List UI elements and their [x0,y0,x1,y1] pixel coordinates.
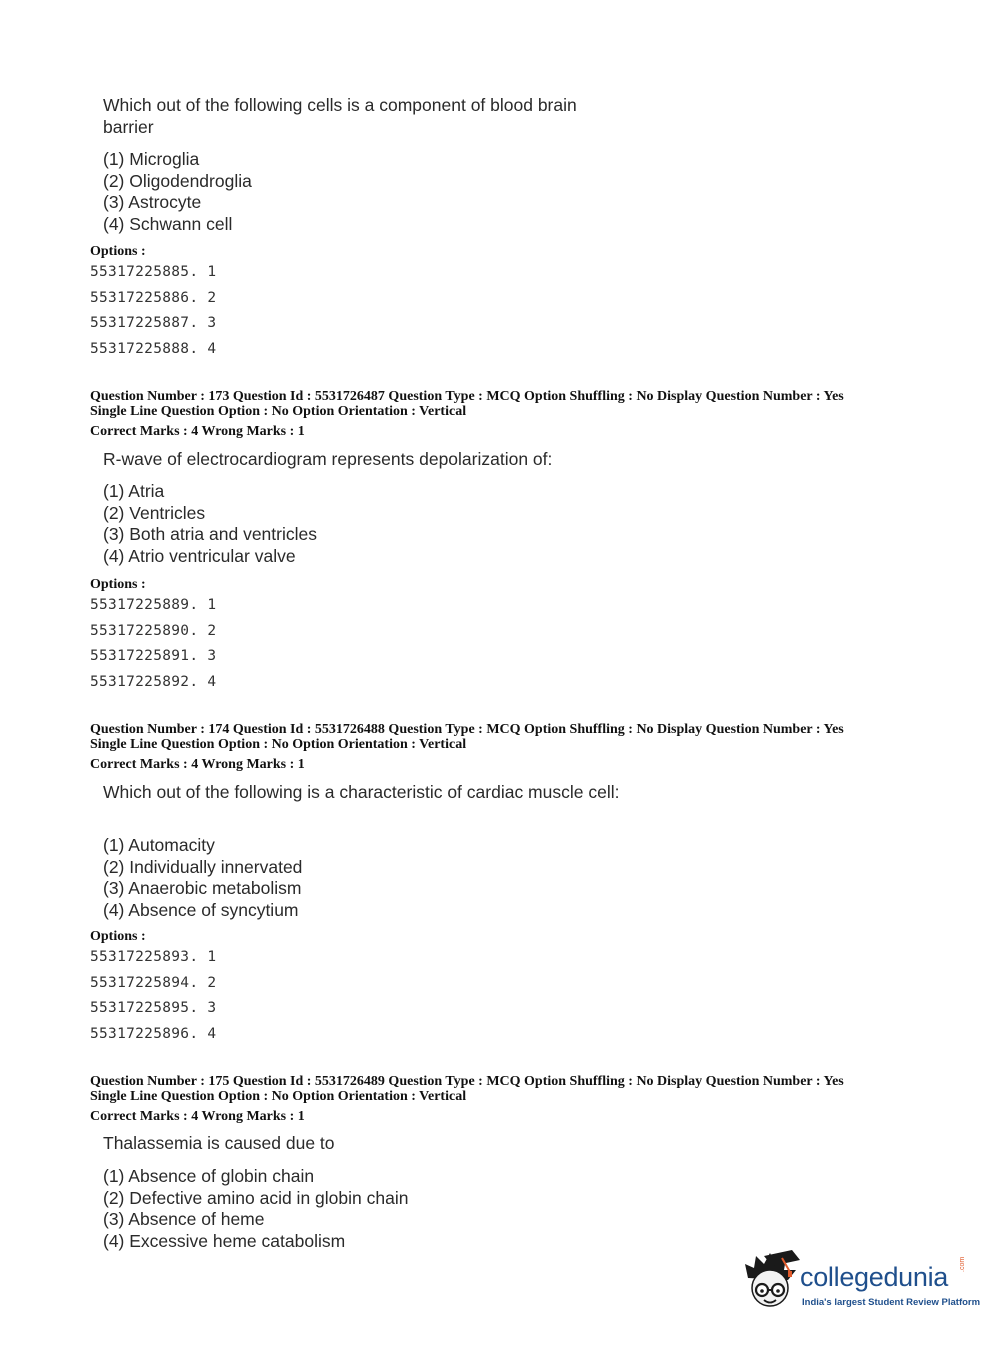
question-meta-line-2: Single Line Question Option : No Option Orientation : Vertical [90,1089,467,1104]
option-id: 55317225891. 3 [90,648,217,664]
option-id: 55317225894. 2 [90,974,217,991]
choice-1: (1) Absence of globin chain [103,1166,315,1186]
choice-3: (3) Astrocyte [103,192,202,213]
question-marks: Correct Marks : 4 Wrong Marks : 1 [90,757,305,772]
choice-2: (2) Oligodendroglia [103,170,252,191]
option-id: 55317225893. 1 [90,949,217,965]
question-text: Which out of the following cells is a component of blood brain barrier [103,95,577,137]
logo-brand-name: collegedunia [800,1262,949,1292]
question-text: Which out of the following is a characteristic of cardiac muscle cell: [103,782,620,802]
question-text: R-wave of electrocardiogram represents depolarization of: [103,449,553,469]
question-meta-line-2: Single Line Question Option : No Option Orientation : Vertical [90,737,467,752]
choice-1: (1) Automacity [103,835,215,855]
choice-3: (3) Both atria and ventricles [103,524,317,545]
option-id: 55317225885. 1 [90,264,217,280]
mascot-icon [742,1250,800,1312]
choice-2: (2) Individually innervated [103,856,303,877]
choice-4: (4) Atrio ventricular valve [103,545,296,566]
option-id: 55317225889. 1 [90,597,217,613]
question-meta-line-1: Question Number : 174 Question Id : 5531726488 Question Type : MCQ Option Shuffling : No Display Question Number : Yes [90,722,844,737]
option-id: 55317225887. 3 [90,315,217,331]
choice-4: (4) Absence of syncytium [103,899,299,920]
choice-4: (4) Excessive heme catabolism [103,1230,346,1251]
choice-3: (3) Absence of heme [103,1209,265,1230]
option-id: 55317225888. 4 [90,340,217,357]
option-id: 55317225890. 2 [90,622,217,639]
question-text: Thalassemia is caused due to [103,1133,335,1153]
question-marks: Correct Marks : 4 Wrong Marks : 1 [90,1109,305,1124]
option-id: 55317225895. 3 [90,1000,217,1016]
option-id-list [90,593,216,695]
question-meta-line-1: Question Number : 175 Question Id : 5531726489 Question Type : MCQ Option Shuffling : No Display Question Number : Yes [90,1074,844,1089]
choice-1: (1) Microglia [103,149,200,169]
question-meta-line-2: Single Line Question Option : No Option Orientation : Vertical [90,404,467,419]
option-id-list [90,260,216,362]
option-id: 55317225886. 2 [90,289,217,306]
answer-choices [103,1166,408,1252]
logo-tagline: India's largest Student Review Platform [802,1297,981,1308]
option-id: 55317225892. 4 [90,673,217,690]
options-label: Options : [90,929,146,944]
choice-2: (2) Defective amino acid in globin chain [103,1187,409,1208]
options-label: Options : [90,577,146,592]
option-id: 55317225896. 4 [90,1025,217,1042]
question-meta-line-1: Question Number : 173 Question Id : 5531726487 Question Type : MCQ Option Shuffling : No Display Question Number : Yes [90,389,844,404]
choice-1: (1) Atria [103,481,165,501]
answer-choices [103,835,302,921]
collegedunia-logo [742,1250,981,1320]
logo-dotcom: .com [959,1256,966,1272]
option-id-list [90,945,216,1047]
question-marks: Correct Marks : 4 Wrong Marks : 1 [90,424,305,439]
answer-choices [103,149,252,235]
options-label: Options : [90,244,146,259]
choice-2: (2) Ventricles [103,502,206,523]
choice-4: (4) Schwann cell [103,213,233,234]
answer-choices [103,481,317,567]
choice-3: (3) Anaerobic metabolism [103,878,302,899]
